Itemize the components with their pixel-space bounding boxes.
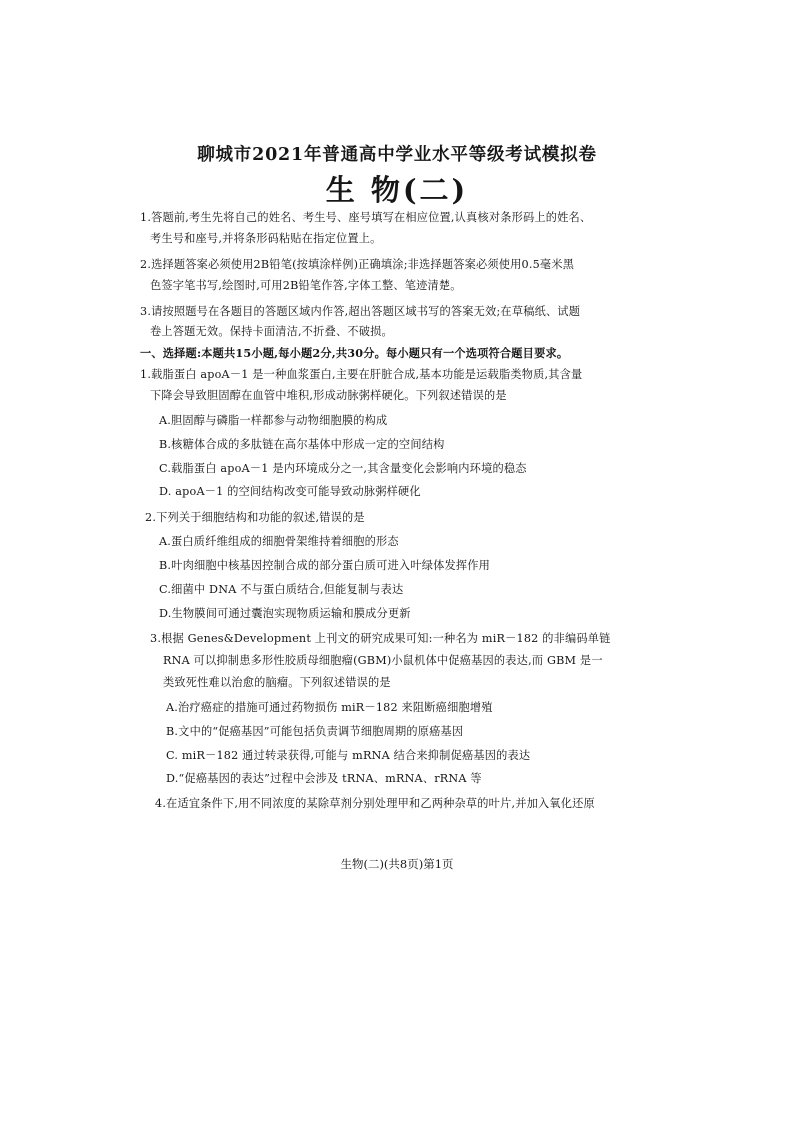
question-option: D. apoA－1 的空间结构改变可能导致动脉粥样硬化	[159, 485, 421, 498]
question-option: D.“促癌基因的表达”过程中会涉及 tRNA、mRNA、rRNA 等	[166, 772, 482, 785]
section-heading: 一、选择题:本题共15小题,每小题2分,共30分。每小题只有一个选项符合题目要求。	[140, 346, 569, 360]
exam-title: 聊城市2021年普通高中学业水平等级考试模拟卷	[197, 145, 597, 165]
exam-subject: 生 物(二)	[325, 173, 469, 207]
question-stem: RNA 可以抑制患多形性胶质母细胞瘤(GBM)小鼠机体中促癌基因的表达,而 GBM 是一	[163, 654, 603, 667]
question-stem: 1.载脂蛋白 apoA－1 是一种血浆蛋白,主要在肝脏合成,基本功能是运载脂类物质,其含量	[140, 368, 583, 381]
note-line: 1.答题前,考生先将自己的姓名、考生号、座号填写在相应位置,认真核对条形码上的姓名、	[140, 211, 592, 224]
note-line: 3.请按照题号在各题目的答题区域内作答,超出答题区域书写的答案无效;在草稿纸、试题	[140, 305, 581, 318]
question-stem: 3.根据 Genes&Development 上刊文的研究成果可知:一种名为 miR－182 的非编码单链	[150, 632, 611, 645]
note-line: 2.选择题答案必须使用2B铅笔(按填涂样例)正确填涂;非选择题答案必须使用0.5毫米黑	[140, 258, 575, 271]
question-option: C.细菌中 DNA 不与蛋白质结合,但能复制与表达	[159, 583, 404, 596]
question-stem: 类致死性难以治愈的脑瘤。下列叙述错误的是	[163, 676, 391, 689]
question-option: C. miR－182 通过转录获得,可能与 mRNA 结合来抑制促癌基因的表达	[166, 749, 531, 762]
question-option: D.生物膜间可通过囊泡实现物质运输和膜成分更新	[159, 607, 411, 620]
question-option: A.胆固醇与磷脂一样都参与动物细胞膜的构成	[159, 414, 388, 427]
question-option: A.蛋白质纤维组成的细胞骨架维持着细胞的形态	[159, 535, 399, 548]
question-stem: 下降会导致胆固醇在血管中堆积,形成动脉粥样硬化。下列叙述错误的是	[150, 389, 507, 402]
question-option: B.叶肉细胞中核基因控制合成的部分蛋白质可进入叶绿体发挥作用	[159, 559, 491, 572]
question-option: C.载脂蛋白 apoA－1 是内环境成分之一,其含量变化会影响内环境的稳态	[159, 462, 527, 475]
question-option: A.治疗癌症的措施可通过药物损伤 miR－182 来阻断癌细胞增殖	[166, 701, 493, 714]
question-option: B.文中的“促癌基因”可能包括负责调节细胞周期的原癌基因	[166, 725, 464, 738]
question-stem: 4.在适宜条件下,用不同浓度的某除草剂分别处理甲和乙两种杂草的叶片,并加入氧化还原	[155, 797, 595, 810]
question-option: B.核糖体合成的多肽链在高尔基体中形成一定的空间结构	[159, 438, 445, 451]
note-line: 色签字笔书写,绘图时,可用2B铅笔作答,字体工整、笔迹清楚。	[150, 279, 462, 292]
note-line: 卷上答题无效。保持卡面清洁,不折叠、不破损。	[150, 325, 393, 338]
note-line: 考生号和座号,并将条形码粘贴在指定位置上。	[150, 232, 382, 245]
question-stem: 2.下列关于细胞结构和功能的叙述,错误的是	[145, 511, 365, 524]
page-footer: 生物(二)(共8页)第1页	[340, 857, 454, 871]
